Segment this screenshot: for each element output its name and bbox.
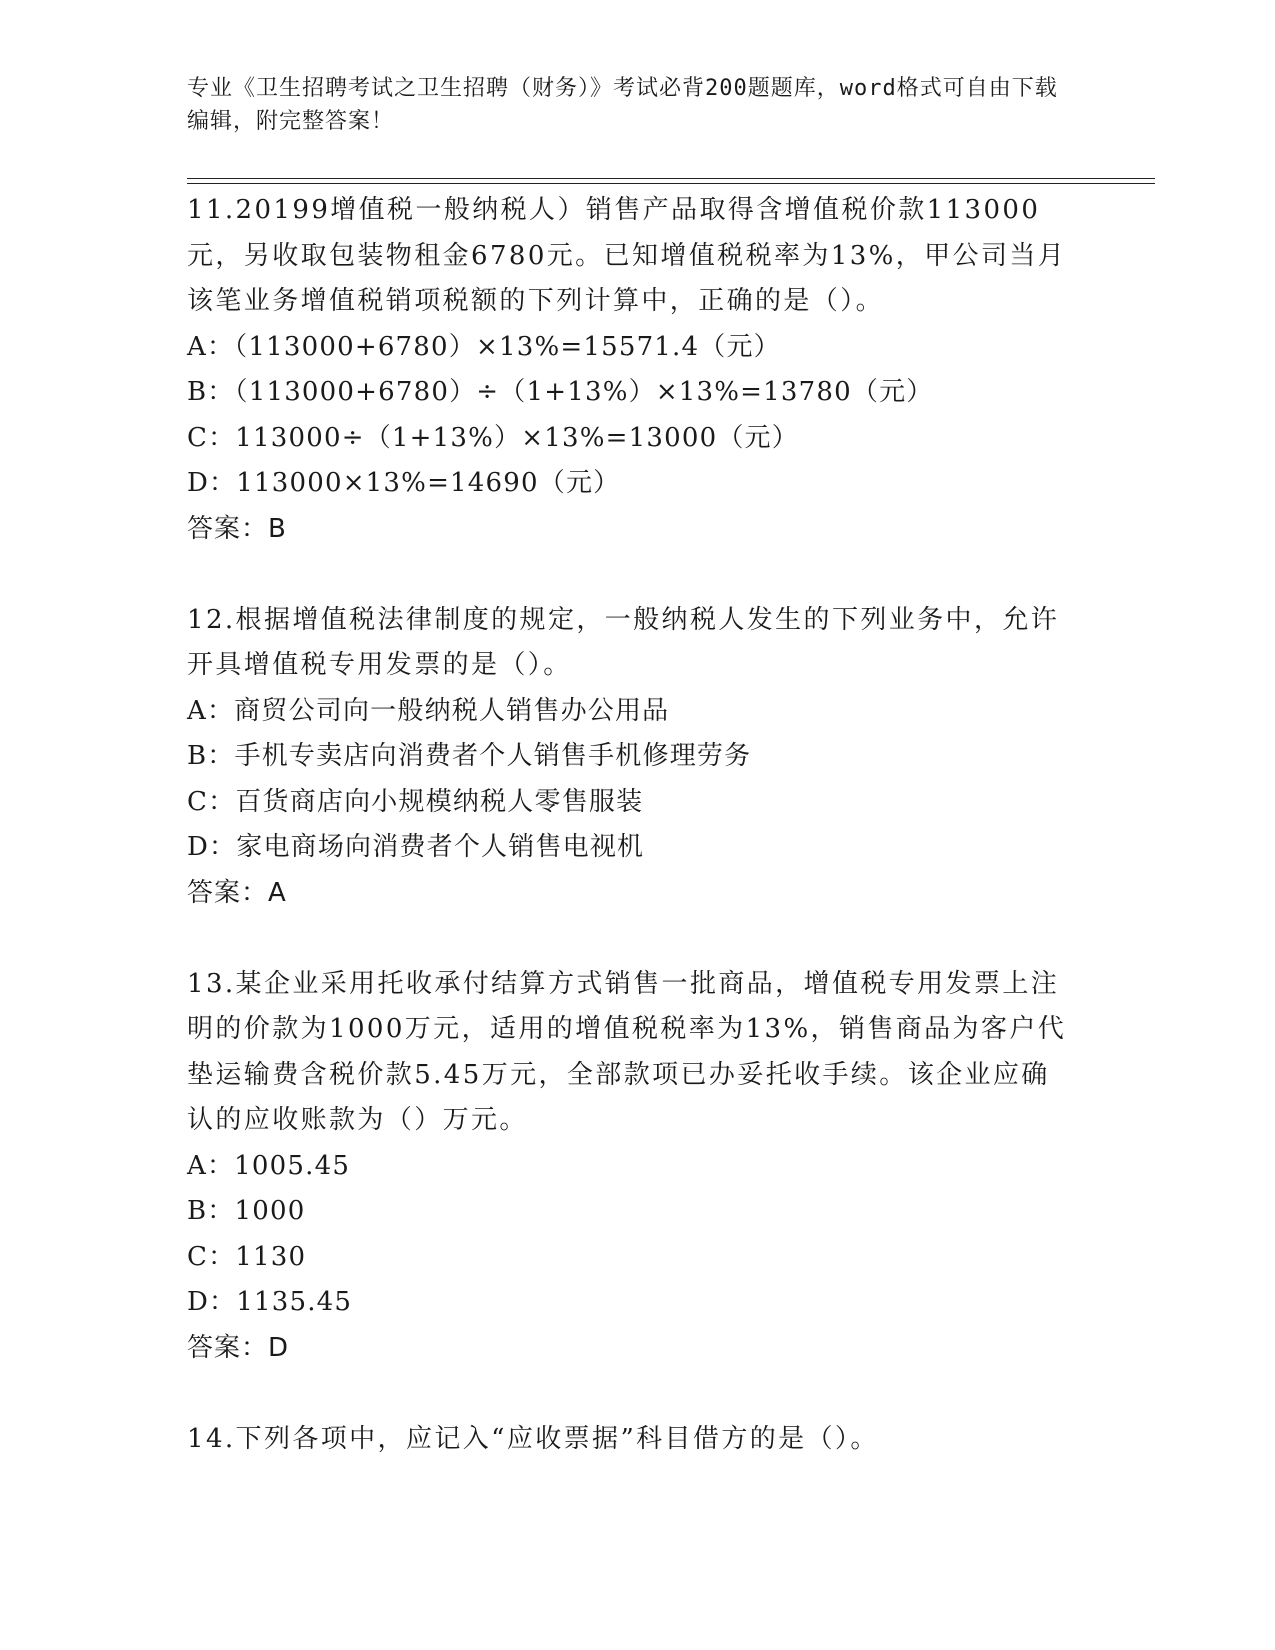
question-list [187, 188, 1087, 1462]
question-14 [187, 1417, 1087, 1463]
question-12 [187, 598, 1087, 917]
question-stem: 13.某企业采用托收承付结算方式销售一批商品，增值税专用发票上注明的价款为1000万元，适用的增值税税率为13%，销售商品为客户代垫运输费含税价款5.45万元，全部款项已办妥托收手续。该企业应确认的应收账款为（）万元。 [187, 968, 1067, 1135]
option-c: C：百货商店向小规模纳税人零售服装 [187, 786, 644, 817]
option-a: A：1005.45 [187, 1150, 351, 1181]
question-spacer [187, 1371, 1087, 1417]
option-d: D：家电商场向消费者个人销售电视机 [187, 832, 645, 862]
option-b: B：（113000+6780）÷（1+13%）×13%=13780（元） [187, 377, 934, 407]
option-b: B：手机专卖店向消费者个人销售手机修理劳务 [187, 741, 752, 771]
option-c: C：113000÷（1+13%）×13%=13000（元） [187, 422, 799, 453]
document-header: 专业《卫生招聘考试之卫生招聘（财务）》考试必背200题题库，word格式可自由下载编辑，附完整答案！ [187, 76, 1058, 134]
option-a: A：商贸公司向一般纳税人销售办公用品 [187, 695, 670, 726]
header-rule-bottom [187, 183, 1155, 184]
answer-line: 答案：B [187, 513, 287, 544]
question-11 [187, 188, 1087, 552]
question-spacer [187, 916, 1087, 962]
question-spacer [187, 552, 1087, 598]
question-stem: 14.下列各项中，应记入“应收票据”科目借方的是（）。 [187, 1423, 879, 1454]
option-d: D：1135.45 [187, 1287, 353, 1317]
header-rule-top [187, 178, 1155, 179]
option-d: D：113000×13%=14690（元） [187, 468, 621, 498]
option-a: A：（113000+6780）×13%=15571.4（元） [187, 331, 781, 362]
answer-line: 答案：D [187, 1332, 290, 1363]
option-c: C：1130 [187, 1241, 307, 1272]
option-b: B：1000 [187, 1196, 306, 1226]
question-stem: 12.根据增值税法律制度的规定，一般纳税人发生的下列业务中，允许开具增值税专用发票的是（）。 [187, 604, 1060, 680]
question-stem: 11.20199增值税一般纳税人）销售产品取得含增值税价款113000元，另收取包装物租金6780元。已知增值税税率为13%，甲公司当月该笔业务增值税销项税额的下列计算中，正确的是（）。 [187, 195, 1067, 316]
question-13 [187, 962, 1087, 1372]
answer-line: 答案：A [187, 877, 287, 908]
